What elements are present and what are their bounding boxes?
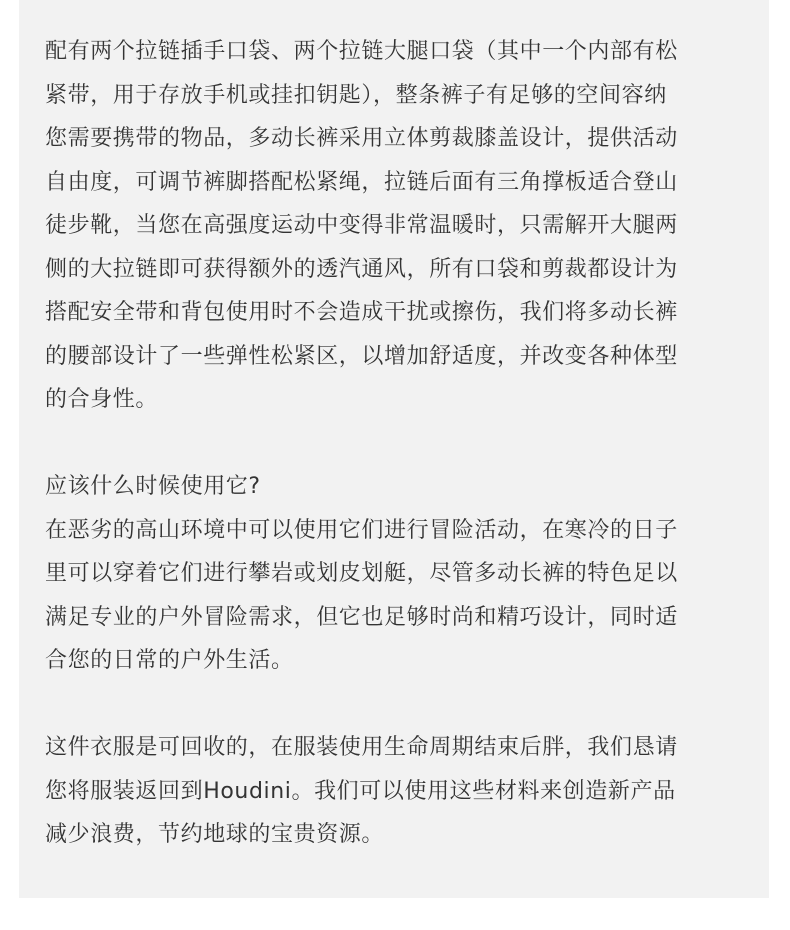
paragraph-spacer [45,683,747,727]
recycle-paragraph: 这件衣服是可回收的，在服装使用生命周期结束后胖，我们恳请 您将服装返回到Houdini。我们可以使用这些材料来创造新产品 减少浪费，节约地球的宝贵资源。 [45,735,678,847]
paragraph-spacer [45,422,747,466]
usage-question-heading: 应该什么时候使用它? [45,474,261,499]
features-paragraph: 配有两个拉链插手口袋、两个拉链大腿口袋（其中一个内部有松 紧带，用于存放手机或挂扣钥匙），整条裤子有足够的空间容纳 您需要携带的物品，多动长裤采用立体剪裁膝盖设计，提供活动 自由度，可调节裤脚搭配松紧绳，拉链后面有三角撑板适合登山 徒步靴，当您在高强度运动中变得非常温暖时，只需解开大腿两 侧的大拉链即可获得额外的透汽通风，所有口袋和剪裁都设计为 搭配安全带和背包使用时不会造成干扰或擦伤，我们将多动长裤 的腰部设计了一些弹性松紧区，以增加舒适度，并改变各种体型 的合身性。 [45,39,678,412]
product-description-card [19,0,769,898]
usage-paragraph: 在恶劣的高山环境中可以使用它们进行冒险活动，在寒冷的日子 里可以穿着它们进行攀岩或划皮划艇，尽管多动长裤的特色足以 满足专业的户外冒险需求，但它也足够时尚和精巧设计，同时适 合您的日常的户外生活。 [45,517,678,673]
